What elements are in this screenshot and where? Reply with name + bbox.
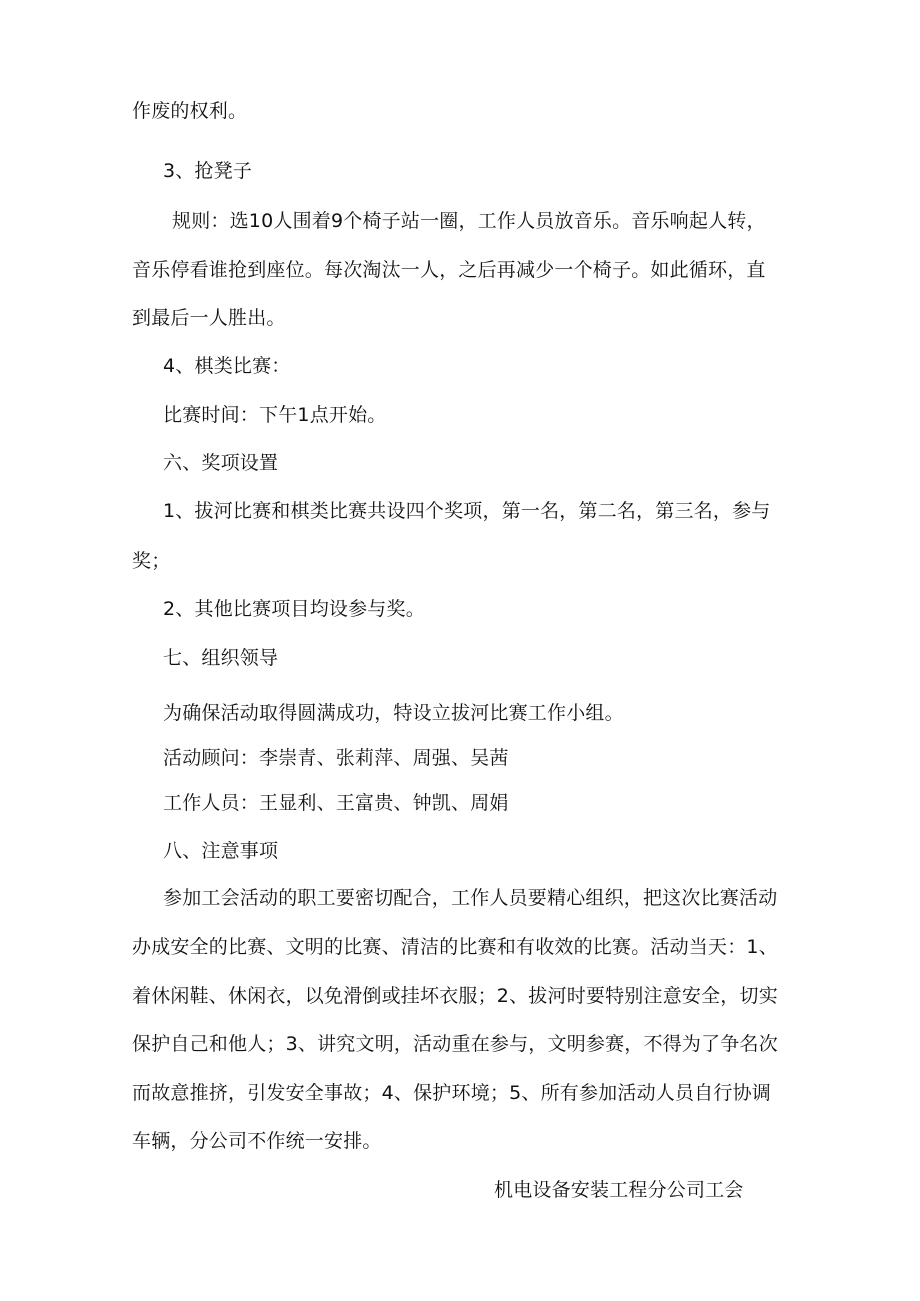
rules-text: 规则：选10人围着9个椅子站一圈，工作人员放音乐。音乐响起人转，: [172, 210, 766, 232]
text-line-rules-3: 到最后一人胜出。: [132, 307, 286, 329]
text-line-notes-6: 车辆，分公司不作统一安排。: [132, 1130, 382, 1152]
section-heading-organization: 七、组织领导: [163, 647, 279, 669]
text-line-rules-2: 音乐停看谁抢到座位。每次淘汰一人，之后再减少一个椅子。如此循环，直: [132, 259, 766, 281]
section-heading-chess: 4、棋类比赛：: [163, 355, 291, 377]
text-line-staff: 工作人员：王显利、王富贵、钟凯、周娟: [163, 792, 509, 814]
section-heading-awards: 六、奖项设置: [163, 452, 279, 474]
text-line-awards-1: 1、拔河比赛和棋类比赛共设四个奖项，第一名，第二名，第三名，参与: [163, 500, 771, 522]
text-line-awards-2: 奖；: [132, 550, 171, 572]
text-line-chess-time: 比赛时间：下午1点开始。: [163, 404, 387, 426]
text-line-notes-4: 保护自己和他人；3、讲究文明，活动重在参与，文明参赛，不得为了争名次: [132, 1033, 778, 1055]
section-heading-musical-chairs: 3、抢凳子: [163, 160, 253, 182]
text-line-awards-3: 2、其他比赛项目均设参与奖。: [163, 598, 425, 620]
text-line-notes-5: 而故意推挤，引发安全事故；4、保护环境；5、所有参加活动人员自行协调: [132, 1082, 771, 1104]
section-heading-notes: 八、注意事项: [163, 840, 279, 862]
text-line-organization-1: 为确保活动取得圆满成功，特设立拔河比赛工作小组。: [163, 702, 624, 724]
text-line-notes-3: 着休闲鞋、休闲衣，以免滑倒或挂坏衣服；2、拔河时要特别注意安全，切实: [132, 985, 778, 1007]
signature-organization: 机电设备安装工程分公司工会: [494, 1179, 744, 1201]
text-line-rules-1: [132, 208, 766, 234]
text-line-notes-2: 办成安全的比赛、文明的比赛、清洁的比赛和有收效的比赛。活动当天：1、: [132, 936, 778, 958]
text-line-advisors: 活动顾问：李崇青、张莉萍、周强、吴茜: [163, 747, 509, 769]
text-line-notes-1: 参加工会活动的职工要密切配合，工作人员要精心组织，把这次比赛活动: [163, 887, 778, 909]
text-line-1: 作废的权利。: [132, 100, 248, 122]
